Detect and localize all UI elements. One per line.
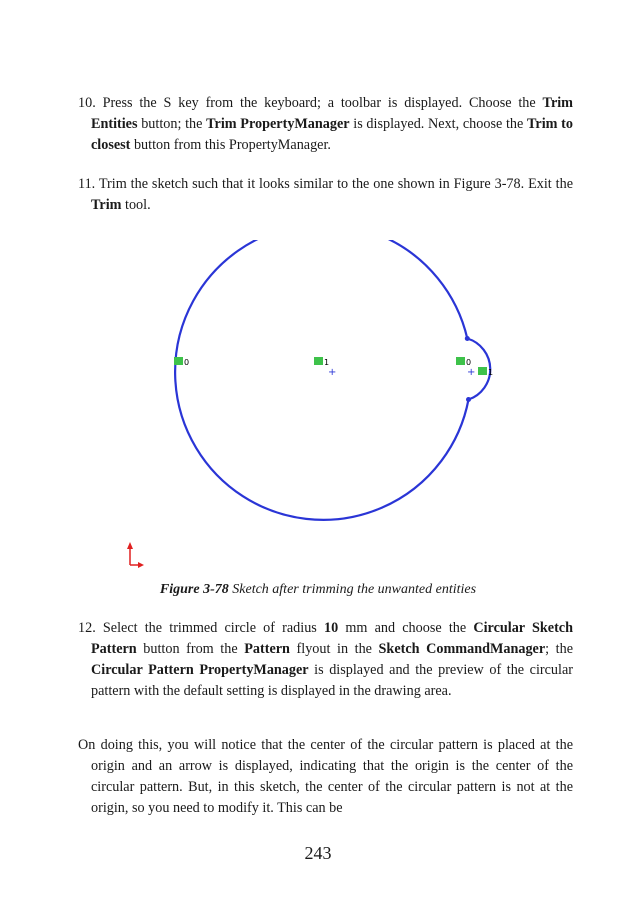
text-run: is displayed. Next, choose the — [349, 116, 527, 132]
intersection-point-bottom — [466, 397, 471, 402]
small-center-point-marker: + — [467, 367, 476, 378]
text-run: is displayed and the preview of the circular pattern with the default setting is displayed in the drawing area. — [91, 662, 573, 699]
relation-icon-center — [314, 357, 329, 367]
text-run: button from the — [136, 641, 245, 657]
text-run: mm and choose the — [338, 620, 474, 636]
relation-label: 0 — [184, 358, 190, 367]
page-number: 243 — [304, 843, 332, 863]
text-run: button; the — [137, 116, 207, 132]
relation-icon-right — [456, 357, 471, 367]
text-run: 11. Trim the sketch such that it looks similar to the one shown in Figure 3-78. Exit the — [78, 176, 573, 192]
trim-term: Trim — [91, 197, 122, 213]
trim-to-closest-term: Trim to closest — [91, 116, 573, 153]
explanation-paragraph — [78, 735, 573, 819]
relation-label: 1 — [324, 358, 330, 367]
text-run: On doing this, you will notice that the center of the circular pattern is placed at the origin and an arrow is displayed, indicating that the origin is the center of the circular pattern. But, in this sketch, the center of the circular pattern is not at the origin, so you need to modify it. This can be — [78, 737, 573, 816]
trimmed-large-circle — [175, 240, 468, 520]
figure-caption — [0, 582, 636, 598]
trim-entities-term: Trim Entities — [91, 95, 573, 132]
caption-label: Figure 3-78 — [159, 582, 229, 597]
trim-propertymanager-term: Trim PropertyManager — [206, 116, 350, 132]
step-10-paragraph — [78, 93, 573, 156]
sketch-commandmanager-term: Sketch CommandManager — [378, 641, 546, 657]
intersection-point-top — [465, 336, 470, 341]
relation-label: 1 — [488, 368, 494, 377]
origin-axis-icon — [127, 542, 144, 568]
text-run: 10. Press the S key from the keyboard; a toolbar is displayed. Choose the — [78, 95, 543, 111]
text-run: flyout in the — [289, 641, 379, 657]
relation-label: 0 — [466, 358, 472, 367]
relation-icon-small-circle — [478, 367, 493, 377]
text-run: tool. — [121, 197, 151, 213]
center-point-marker: + — [328, 367, 337, 378]
text-run: ; the — [545, 641, 574, 657]
text-run: 12. Select the trimmed circle of radius — [78, 620, 324, 636]
step-12-paragraph — [78, 618, 573, 702]
sketch-figure — [118, 240, 518, 580]
text-run: button from this PropertyManager. — [130, 137, 331, 153]
radius-value: 10 — [324, 620, 339, 636]
step-11-paragraph — [78, 174, 573, 216]
pattern-term: Pattern — [244, 641, 290, 657]
circular-pattern-propertymanager-term: Circular Pattern PropertyManager — [91, 662, 309, 678]
caption-text: Sketch after trimming the unwanted entities — [228, 582, 477, 597]
circular-sketch-pattern-term: Circular Sketch Pattern — [91, 620, 573, 657]
